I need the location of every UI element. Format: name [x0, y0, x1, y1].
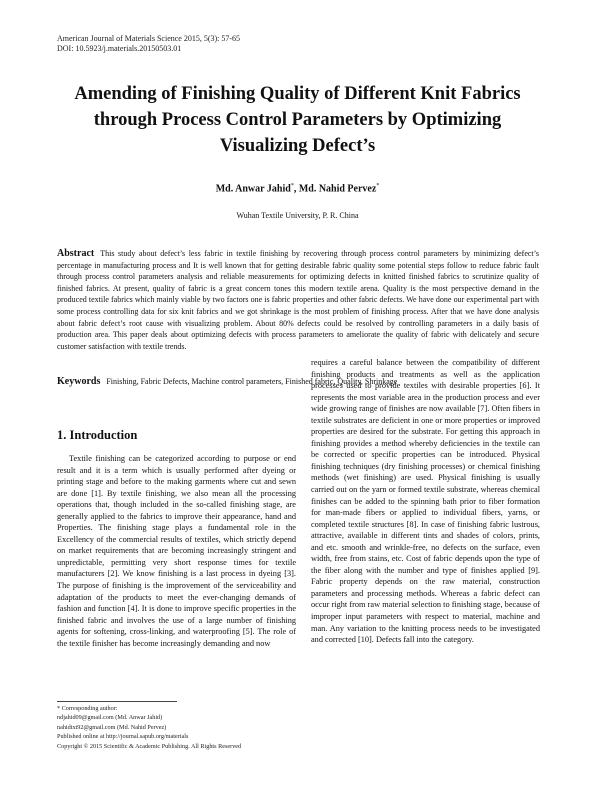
footnote-published: Published online at http://journal.sapub.org/materials — [57, 733, 189, 741]
footnotes — [57, 704, 307, 751]
title-line-2: through Process Control Parameters by Optimizing — [93, 110, 502, 130]
author-name-2: Md. Nahid Pervez — [298, 183, 377, 195]
intro-paragraph-left: Textile finishing can be categorized according to purpose or end result and it is a term which is usually performed after dyeing or printing stage and before to the making garments where cut and sewn are done [1]. By textile finishing, we also mean all the processing operations that, though included in the so-called finishing stage, are generally applied to the fabrics to improve their appearance, hand and Properties. The finishing stage plays a fundamental role in the Excellency of the commercial results of textiles, which strictly depend on market requirements that are becoming increasingly stringent and unpredictable, permitting very short response times for textile manufacturers [2]. We know finishing is a last process in dyeing [3]. The purpose of finishing is the improvement of the serviceability and adaptation of the products to meet the ever-changing demands of fashion and function [4]. It is done to improve specific properties in the finished fabric and involves the use of a large number of finishing agents for softening, cross-linking, and waterproofing [5]. The role of the textile finisher has become increasingly demanding and now — [57, 454, 296, 648]
journal-doi: DOI: 10.5923/j.materials.20150503.01 — [57, 44, 182, 53]
author-name-1: Md. Anwar Jahid — [215, 183, 291, 195]
author-separator: , — [293, 183, 299, 195]
footnote-corresponding: * Corresponding author: — [57, 705, 118, 712]
corresponding-mark-1: * — [290, 183, 294, 189]
journal-citation: American Journal of Materials Science 2015, 5(3): 57-65 — [57, 34, 241, 43]
corresponding-mark-2: * — [376, 183, 380, 189]
keywords-label: Keywords — [57, 376, 101, 387]
intro-paragraph-right: requires a careful balance between the compatibility of different finishing products and treatments as well as the application processes used to provide textiles with desirable properties [6]. It represents the most variable area in the production process and ever wide growing range of finishes are now available [7]. Often fibers in textile substrates are deficient in one or more properties or improved properties are desired for the substrate. For getting this approach in finishing provides a method whereby deficiencies in the textile can be corrected or specific properties can be introduced. Physical finishing techniques (dry finishing processes) or chemical finishing methods (wet finishing) are used. Physical finishing is usually carried out on the yarn or formed textile substrate, whereas chemical finishes can be added to the spinning bath prior to fiber formation for man-made fibers or applied to individual fibers, yarns, or completed textile structures [8]. In case of finishing fabric lustrous, attractive, available in different tints and shades of colors, prints, and etc. smooth and wrinkle-free, no defects on the surface, even width, free from stains, etc. Cost of fabric depends upon the type of the fiber along with the number and type of finishes applied [9]. Fabric property depends on the raw material, construction parameters and processing methods. Whereas a fabric defect can occur right from raw material selection to finishing stage, because of improper input parameters with respect to material, machine and man. Any variation to the knitting process needs to be investigated and corrected [10]. Defects fall into the category. — [311, 358, 540, 645]
title-line-3: Visualizing Defect’s — [219, 136, 376, 156]
abstract — [57, 248, 539, 352]
footnote-email-2: nahidtxt92@gmail.com (Md. Nahid Pervez) — [57, 723, 167, 731]
abstract-label: Abstract — [57, 248, 95, 259]
journal-header — [57, 34, 537, 54]
title-line-1: Amending of Finishing Quality of Different Knit Fabrics — [74, 84, 521, 104]
abstract-text: This study about defect’s less fabric in textile finishing by recovering through process control parameters by minimizing defect’s percentage in manufacturing process and It is well known that for getting desirable fabric quality some potential steps follow to reduce fabric fault through process control parameters analysis and reliable measurements for optimizing defects in knitted finished fabrics to scrutinize quality of finished fabrics. At present, quality of fabric is a great concern tones this modern textile arena. Quality is the most perspective demand in the produced textile fabrics which mainly viable by two factors one is fabric properties and other fabric defects. We have done our experimental part with some process controlling data for six knit fabrics and we got shrinkage is the most problem of finishing process. After that we have done analysis about fabric defect’s root cause with visualizing problem. About 80% defects could be resolved by controlling parameters in a daily basis of production area. This paper deals about optimizing defects with process parameters to ameliorate the quality of fabric with delicately and secure customer satisfaction with textile trends. — [57, 249, 539, 351]
paper-title — [40, 81, 555, 159]
footnote-email-1: ndjahid09@gmail.com (Md. Anwar Jahid) — [57, 714, 163, 722]
footnote-copyright: Copyright © 2015 Scientific & Academic Publishing. All Rights Reserved — [57, 742, 242, 750]
affiliation: Wuhan Textile University, P. R. China — [236, 211, 359, 220]
right-column — [311, 357, 540, 646]
footnote-divider — [57, 701, 177, 702]
left-column — [57, 453, 296, 649]
author-list — [40, 183, 555, 194]
section-heading-introduction: 1. Introduction — [57, 428, 138, 442]
keywords-text: Finishing, Fabric Defects, Machine control parameters, Finished fabric, Quality, Shrinkage — [106, 377, 398, 386]
